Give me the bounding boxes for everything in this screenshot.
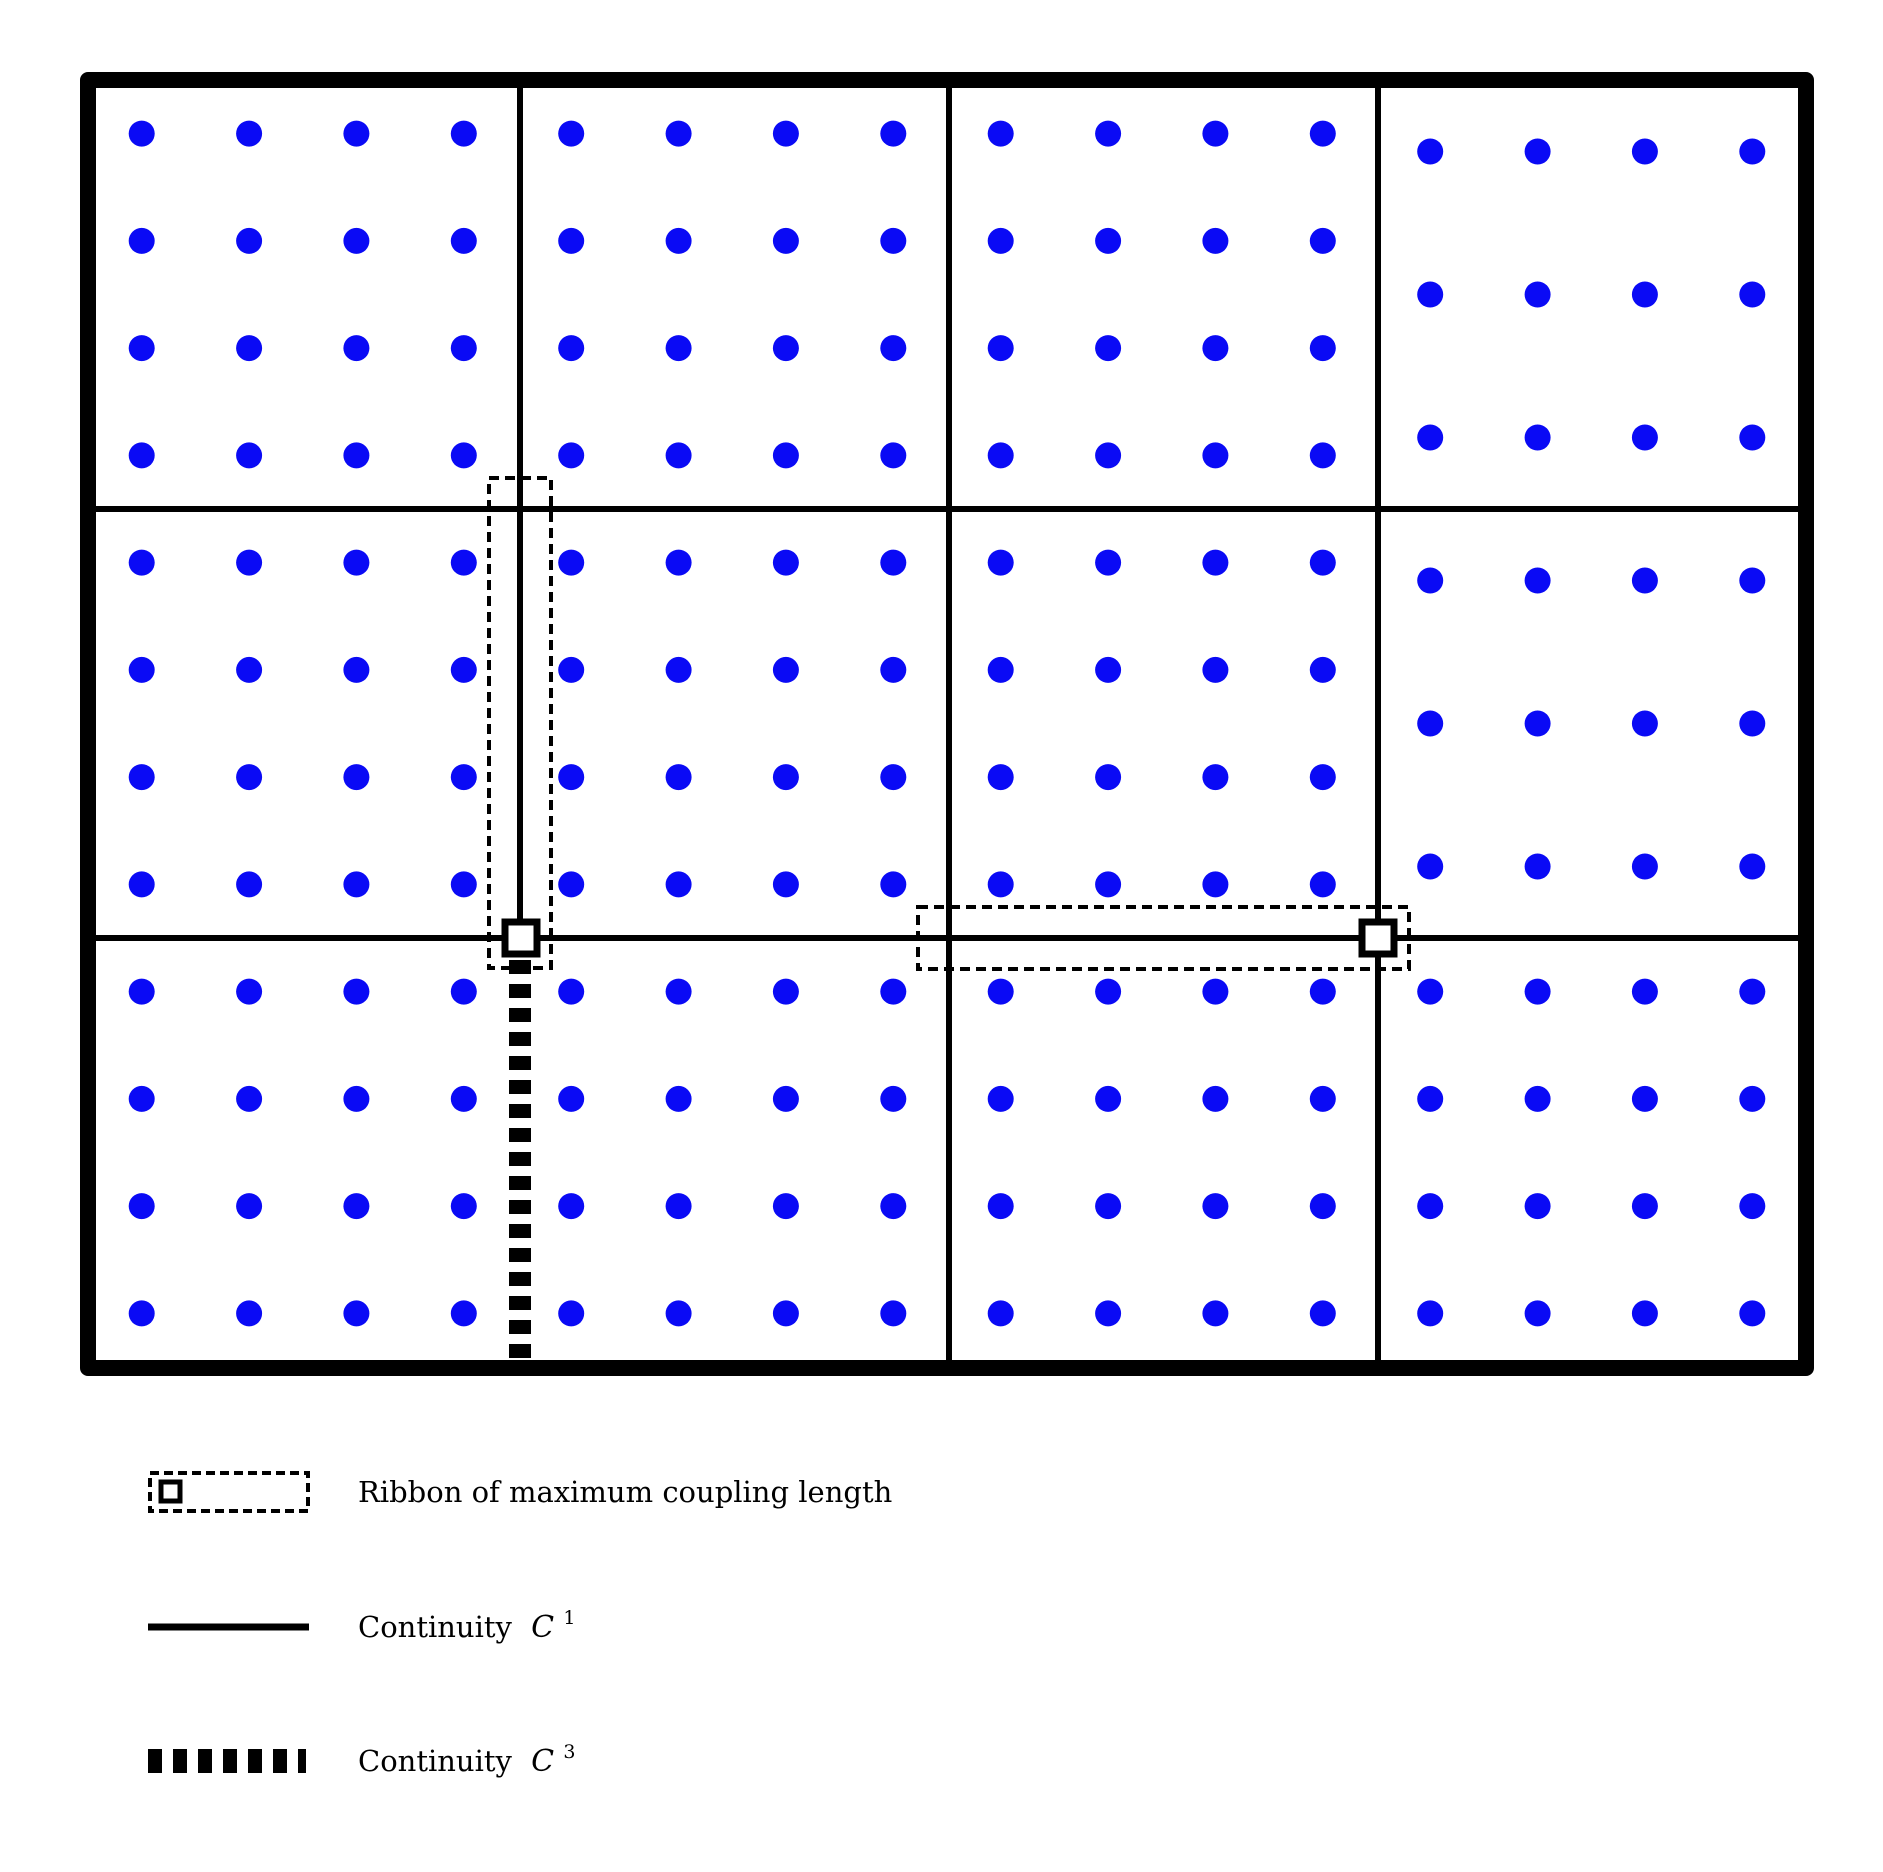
control-point (773, 228, 799, 254)
control-point (558, 1086, 584, 1112)
ribbon-icon (150, 1473, 308, 1511)
control-point (1525, 568, 1551, 594)
control-point (236, 1086, 262, 1112)
control-point (666, 335, 692, 361)
control-point (666, 764, 692, 790)
legend-math-c3: C (531, 1744, 555, 1779)
ribbon-vertical-corner-square (505, 922, 537, 954)
legend-label-ribbon: Ribbon of maximum coupling length (358, 1475, 893, 1509)
control-point (1095, 1086, 1121, 1112)
control-point (343, 335, 369, 361)
control-point (1095, 228, 1121, 254)
legend-item-c3 (148, 1741, 575, 1779)
control-point (1525, 1193, 1551, 1219)
control-point (343, 871, 369, 897)
control-point (451, 442, 477, 468)
control-point (451, 1086, 477, 1112)
control-point (1310, 764, 1336, 790)
control-point (558, 979, 584, 1005)
control-point (1739, 854, 1765, 880)
control-point (1417, 568, 1443, 594)
control-point (666, 442, 692, 468)
legend-label-c1 (358, 1607, 575, 1645)
control-point (1739, 1300, 1765, 1326)
control-point (988, 871, 1014, 897)
control-point (1095, 550, 1121, 576)
control-point (236, 335, 262, 361)
control-point (451, 657, 477, 683)
control-point (666, 228, 692, 254)
control-point (236, 121, 262, 147)
control-point (666, 657, 692, 683)
control-point (1739, 711, 1765, 737)
control-point (236, 228, 262, 254)
control-point (1202, 764, 1228, 790)
control-point (988, 121, 1014, 147)
control-point (129, 335, 155, 361)
control-point (1739, 1193, 1765, 1219)
control-point (1632, 711, 1658, 737)
control-point (343, 1193, 369, 1219)
control-point (1739, 139, 1765, 165)
control-point (666, 550, 692, 576)
legend-sup-c1: 1 (563, 1607, 576, 1629)
control-point (988, 979, 1014, 1005)
control-point (236, 979, 262, 1005)
control-point (773, 335, 799, 361)
control-point (1417, 1300, 1443, 1326)
control-point (1632, 979, 1658, 1005)
control-point (1739, 425, 1765, 451)
control-point (988, 1300, 1014, 1326)
control-point (1632, 1300, 1658, 1326)
control-point (1739, 282, 1765, 308)
control-point (558, 764, 584, 790)
control-point (666, 1193, 692, 1219)
control-point (773, 871, 799, 897)
control-point (1525, 425, 1551, 451)
control-point (880, 121, 906, 147)
control-point (1525, 282, 1551, 308)
control-point (1310, 335, 1336, 361)
control-point (1417, 282, 1443, 308)
control-point (1632, 568, 1658, 594)
control-point (773, 979, 799, 1005)
control-point (1525, 711, 1551, 737)
control-point (773, 1193, 799, 1219)
control-point (773, 657, 799, 683)
control-point (1095, 1193, 1121, 1219)
ribbon-horizontal-corner-square (1362, 922, 1394, 954)
control-point (1095, 442, 1121, 468)
control-point (1202, 335, 1228, 361)
control-point (1632, 1193, 1658, 1219)
control-point (236, 442, 262, 468)
control-point (880, 1193, 906, 1219)
control-point (1310, 228, 1336, 254)
control-point (451, 335, 477, 361)
control-point (1525, 1300, 1551, 1326)
control-point (1202, 1193, 1228, 1219)
control-point (343, 657, 369, 683)
control-point (129, 764, 155, 790)
control-point (1095, 657, 1121, 683)
control-point (880, 979, 906, 1005)
control-point (451, 764, 477, 790)
control-point (880, 1300, 906, 1326)
control-point (236, 1193, 262, 1219)
legend (148, 1473, 892, 1779)
control-point (343, 228, 369, 254)
control-point (1417, 854, 1443, 880)
legend-label-c3 (358, 1741, 575, 1779)
control-point (558, 1193, 584, 1219)
control-point (558, 442, 584, 468)
control-point (1632, 425, 1658, 451)
control-point (1095, 871, 1121, 897)
control-point (1632, 1086, 1658, 1112)
control-point (129, 442, 155, 468)
control-point (1202, 657, 1228, 683)
control-point (1525, 1086, 1551, 1112)
control-point (1095, 764, 1121, 790)
control-point (988, 550, 1014, 576)
control-point (880, 442, 906, 468)
control-point (1417, 1086, 1443, 1112)
control-point (666, 979, 692, 1005)
control-point (988, 335, 1014, 361)
control-point (236, 871, 262, 897)
control-point (558, 228, 584, 254)
control-point (129, 121, 155, 147)
control-point (343, 121, 369, 147)
control-point (1202, 228, 1228, 254)
control-point (1202, 1300, 1228, 1326)
control-point (343, 1300, 369, 1326)
control-point (1739, 1086, 1765, 1112)
control-point (1310, 657, 1336, 683)
control-point (1310, 550, 1336, 576)
control-point (1310, 1300, 1336, 1326)
control-point (880, 764, 906, 790)
control-point (451, 228, 477, 254)
control-point (129, 550, 155, 576)
control-point (1632, 139, 1658, 165)
control-point (988, 764, 1014, 790)
control-point (1417, 979, 1443, 1005)
control-point (1417, 1193, 1443, 1219)
control-point (129, 871, 155, 897)
legend-math-c1: C (531, 1610, 555, 1645)
control-point (558, 335, 584, 361)
control-point (451, 871, 477, 897)
control-point (1202, 550, 1228, 576)
control-point (1095, 979, 1121, 1005)
control-point (558, 1300, 584, 1326)
control-point (1417, 711, 1443, 737)
control-point (129, 1300, 155, 1326)
control-point (1310, 979, 1336, 1005)
control-point (343, 979, 369, 1005)
control-point (1632, 854, 1658, 880)
control-point (1417, 139, 1443, 165)
control-point (1417, 425, 1443, 451)
control-point (343, 550, 369, 576)
control-point (1310, 1193, 1336, 1219)
control-point (1310, 442, 1336, 468)
control-point (451, 550, 477, 576)
legend-sup-c3: 3 (563, 1741, 576, 1763)
control-point (773, 1300, 799, 1326)
control-point (880, 228, 906, 254)
control-point (451, 1300, 477, 1326)
control-point (773, 121, 799, 147)
control-point (1095, 121, 1121, 147)
control-point (1739, 979, 1765, 1005)
control-point (558, 550, 584, 576)
control-point (343, 1086, 369, 1112)
control-point (558, 871, 584, 897)
control-point (773, 764, 799, 790)
control-point (343, 764, 369, 790)
control-point (988, 442, 1014, 468)
control-point (880, 1086, 906, 1112)
control-point (558, 657, 584, 683)
control-point (558, 121, 584, 147)
control-point (1525, 979, 1551, 1005)
control-point (1202, 442, 1228, 468)
control-point (880, 335, 906, 361)
control-point (129, 228, 155, 254)
control-point (129, 1193, 155, 1219)
control-point (1095, 1300, 1121, 1326)
control-point (236, 1300, 262, 1326)
control-point (666, 1300, 692, 1326)
control-point (451, 1193, 477, 1219)
control-point (1310, 1086, 1336, 1112)
control-point (988, 228, 1014, 254)
control-point (1632, 282, 1658, 308)
control-point (236, 550, 262, 576)
control-point (451, 121, 477, 147)
control-point (880, 657, 906, 683)
legend-text-c1: Continuity (358, 1610, 512, 1644)
control-point (343, 442, 369, 468)
control-point (666, 1086, 692, 1112)
control-point (880, 871, 906, 897)
legend-item-c1 (148, 1607, 575, 1645)
control-point (236, 764, 262, 790)
control-point (1525, 139, 1551, 165)
control-point (129, 979, 155, 1005)
control-point (666, 121, 692, 147)
control-point (1202, 871, 1228, 897)
control-point (988, 1193, 1014, 1219)
control-point (451, 979, 477, 1005)
legend-item-ribbon (150, 1473, 892, 1511)
control-point (773, 550, 799, 576)
control-point (988, 1086, 1014, 1112)
control-point (666, 871, 692, 897)
control-point (129, 1086, 155, 1112)
control-point (129, 657, 155, 683)
control-point (1310, 121, 1336, 147)
control-point (236, 657, 262, 683)
control-point (1202, 1086, 1228, 1112)
control-point (880, 550, 906, 576)
control-point (773, 1086, 799, 1112)
control-point (1310, 871, 1336, 897)
control-point (773, 442, 799, 468)
control-point (988, 657, 1014, 683)
control-point (1739, 568, 1765, 594)
control-point (1525, 854, 1551, 880)
control-point (1095, 335, 1121, 361)
control-point (1202, 979, 1228, 1005)
legend-text-c3: Continuity (358, 1744, 512, 1778)
control-point (1202, 121, 1228, 147)
